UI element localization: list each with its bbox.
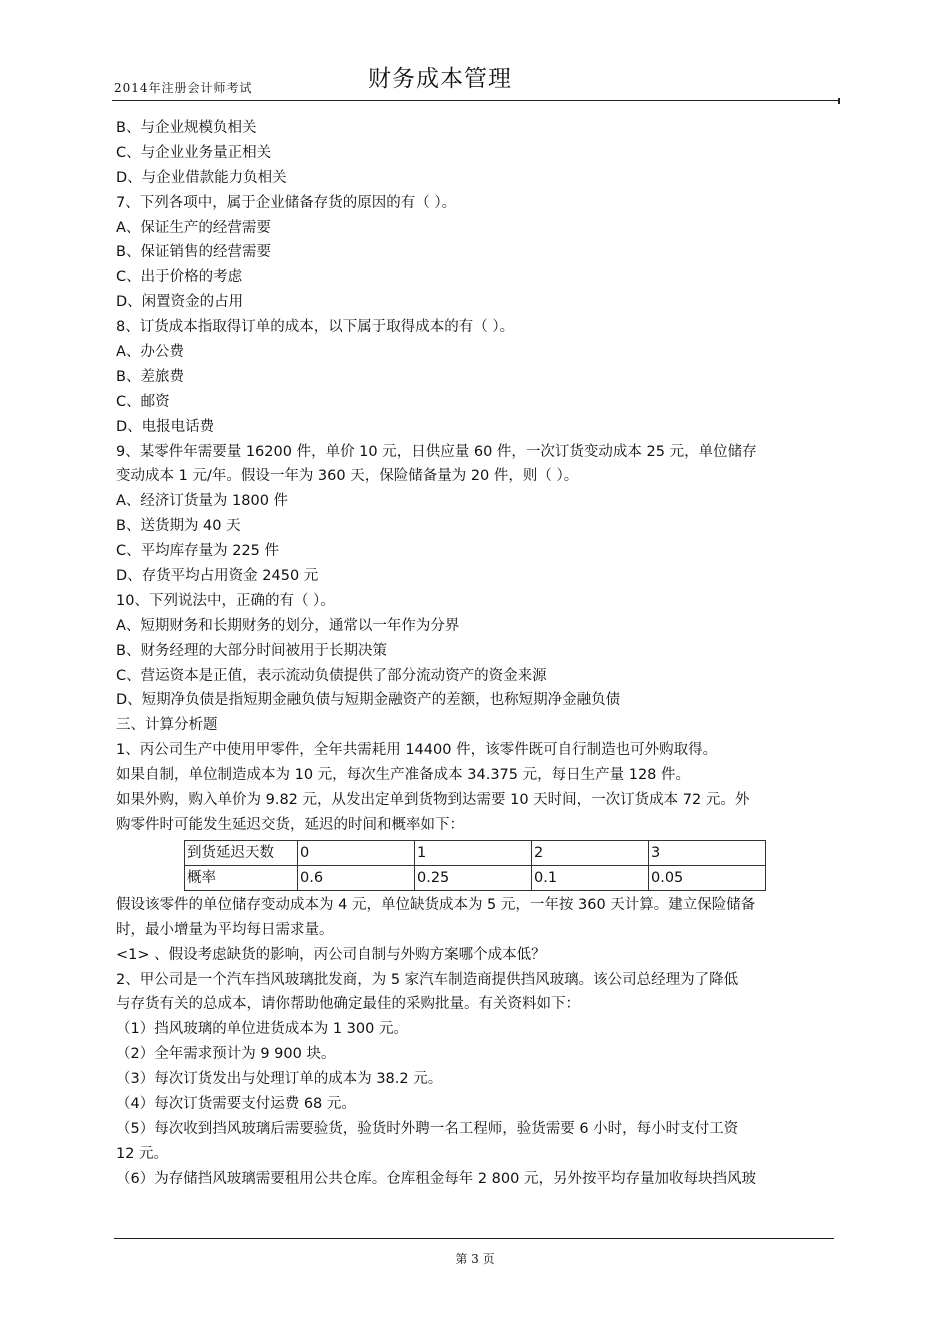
text-line: 1、丙公司生产中使用甲零件，全年共需耗用 14400 件，该零件既可自行制造也可外购取得。 <box>116 742 718 759</box>
text-block-after-table <box>116 893 838 1192</box>
text-line: （6）为存储挡风玻璃需要租用公共仓库。仓库租金每年 2 800 元，另外按平均存量加收每块挡风玻 <box>116 1170 756 1187</box>
text-line: 2、甲公司是一个汽车挡风玻璃批发商，为 5 家汽车制造商提供挡风玻璃。该公司总经理为了降低 <box>116 971 739 988</box>
table-cell: 到货延迟天数 <box>185 840 298 865</box>
text-line: 如果自制，单位制造成本为 10 元，每次生产准备成本 34.375 元，每日生产量 128 件。 <box>116 767 691 784</box>
text-line: C、平均库存量为 225 件 <box>116 543 280 560</box>
text-line: A、经济订货量为 1800 件 <box>116 493 289 510</box>
header-exam-label: 2014年注册会计师考试 <box>114 81 253 95</box>
table-cell: 概率 <box>185 865 298 890</box>
text-line: （2）全年需求预计为 9 900 块。 <box>116 1046 336 1063</box>
header-rule <box>112 100 840 101</box>
table-cell: 1 <box>415 840 532 865</box>
text-line: 购零件时可能发生延迟交货，延迟的时间和概率如下： <box>116 816 464 833</box>
table-cell: 0.6 <box>298 865 415 890</box>
text-line: （4）每次订货需要支付运费 68 元。 <box>116 1095 356 1112</box>
text-line: B、送货期为 40 天 <box>116 518 241 535</box>
text-block-before-table <box>116 116 838 838</box>
text-line: 9、某零件年需要量 16200 件，单价 10 元，日供应量 60 件，一次订货变动成本 25 元，单位储存 <box>116 443 757 460</box>
table-cell: 0.25 <box>415 865 532 890</box>
text-line: 三、计算分析题 <box>116 717 218 734</box>
text-line: A、办公费 <box>116 344 184 361</box>
header-title: 财务成本管理 <box>368 66 512 92</box>
text-line: （1）挡风玻璃的单位进货成本为 1 300 元。 <box>116 1021 408 1038</box>
table-cell: 0.1 <box>532 865 649 890</box>
text-line: D、电报电话费 <box>116 418 215 435</box>
text-line: 7、下列各项中，属于企业储备存货的原因的有（ ）。 <box>116 194 457 211</box>
text-line: 变动成本 1 元/年。假设一年为 360 天，保险储备量为 20 件，则（ ）。 <box>116 468 579 485</box>
text-line: 12 元。 <box>116 1145 169 1162</box>
header-rule-end <box>838 98 840 104</box>
page-number: 第 3 页 <box>455 1252 495 1266</box>
table-cell: 3 <box>649 840 766 865</box>
text-line: A、短期财务和长期财务的划分，通常以一年作为分界 <box>116 617 460 634</box>
text-line: D、闲置资金的占用 <box>116 294 244 311</box>
text-line: 如果外购，购入单价为 9.82 元，从发出定单到货物到达需要 10 天时间，一次订货成本 72 元。外 <box>116 792 750 809</box>
text-line: 时，最小增量为平均每日需求量。 <box>116 921 334 938</box>
text-line: D、存货平均占用资金 2450 元 <box>116 568 319 585</box>
table-row <box>185 865 766 890</box>
table-cell: 0 <box>298 840 415 865</box>
text-line: 8、订货成本指取得订单的成本，以下属于取得成本的有（ ）。 <box>116 319 515 336</box>
text-line: （3）每次订货发出与处理订单的成本为 38.2 元。 <box>116 1071 443 1088</box>
delay-probability-table <box>184 840 766 891</box>
delay-table-wrapper <box>184 840 838 891</box>
text-line: B、差旅费 <box>116 368 184 385</box>
table-cell: 0.05 <box>649 865 766 890</box>
text-line: 假设该零件的单位储存变动成本为 4 元，单位缺货成本为 5 元，一年按 360 天计算。建立保险储备 <box>116 896 756 913</box>
table-cell: 2 <box>532 840 649 865</box>
text-line: B、保证销售的经营需要 <box>116 244 271 261</box>
text-line: <1> 、假设考虑缺货的影响，丙公司自制与外购方案哪个成本低？ <box>116 946 546 963</box>
text-line: C、与企业业务量正相关 <box>116 144 272 161</box>
text-line: D、短期净负债是指短期金融负债与短期金融资产的差额，也称短期净金融负债 <box>116 692 621 709</box>
text-line: 与存货有关的总成本，请你帮助他确定最佳的采购批量。有关资料如下： <box>116 996 580 1013</box>
text-line: 10、下列说法中，正确的有（ ）。 <box>116 592 335 609</box>
page-body <box>116 116 838 1192</box>
text-line: B、与企业规模负相关 <box>116 120 257 136</box>
table-row <box>185 840 766 865</box>
text-line: C、出于价格的考虑 <box>116 269 243 286</box>
text-line: A、保证生产的经营需要 <box>116 219 271 236</box>
text-line: B、财务经理的大部分时间被用于长期决策 <box>116 642 387 659</box>
text-line: C、邮资 <box>116 393 170 410</box>
footer-rule <box>114 1238 834 1239</box>
text-line: D、与企业借款能力负相关 <box>116 169 287 186</box>
text-line: C、营运资本是正值，表示流动负债提供了部分流动资产的资金来源 <box>116 667 547 684</box>
text-line: （5）每次收到挡风玻璃后需要验货，验货时外聘一名工程师，验货需要 6 小时，每小时支付工资 <box>116 1120 739 1137</box>
